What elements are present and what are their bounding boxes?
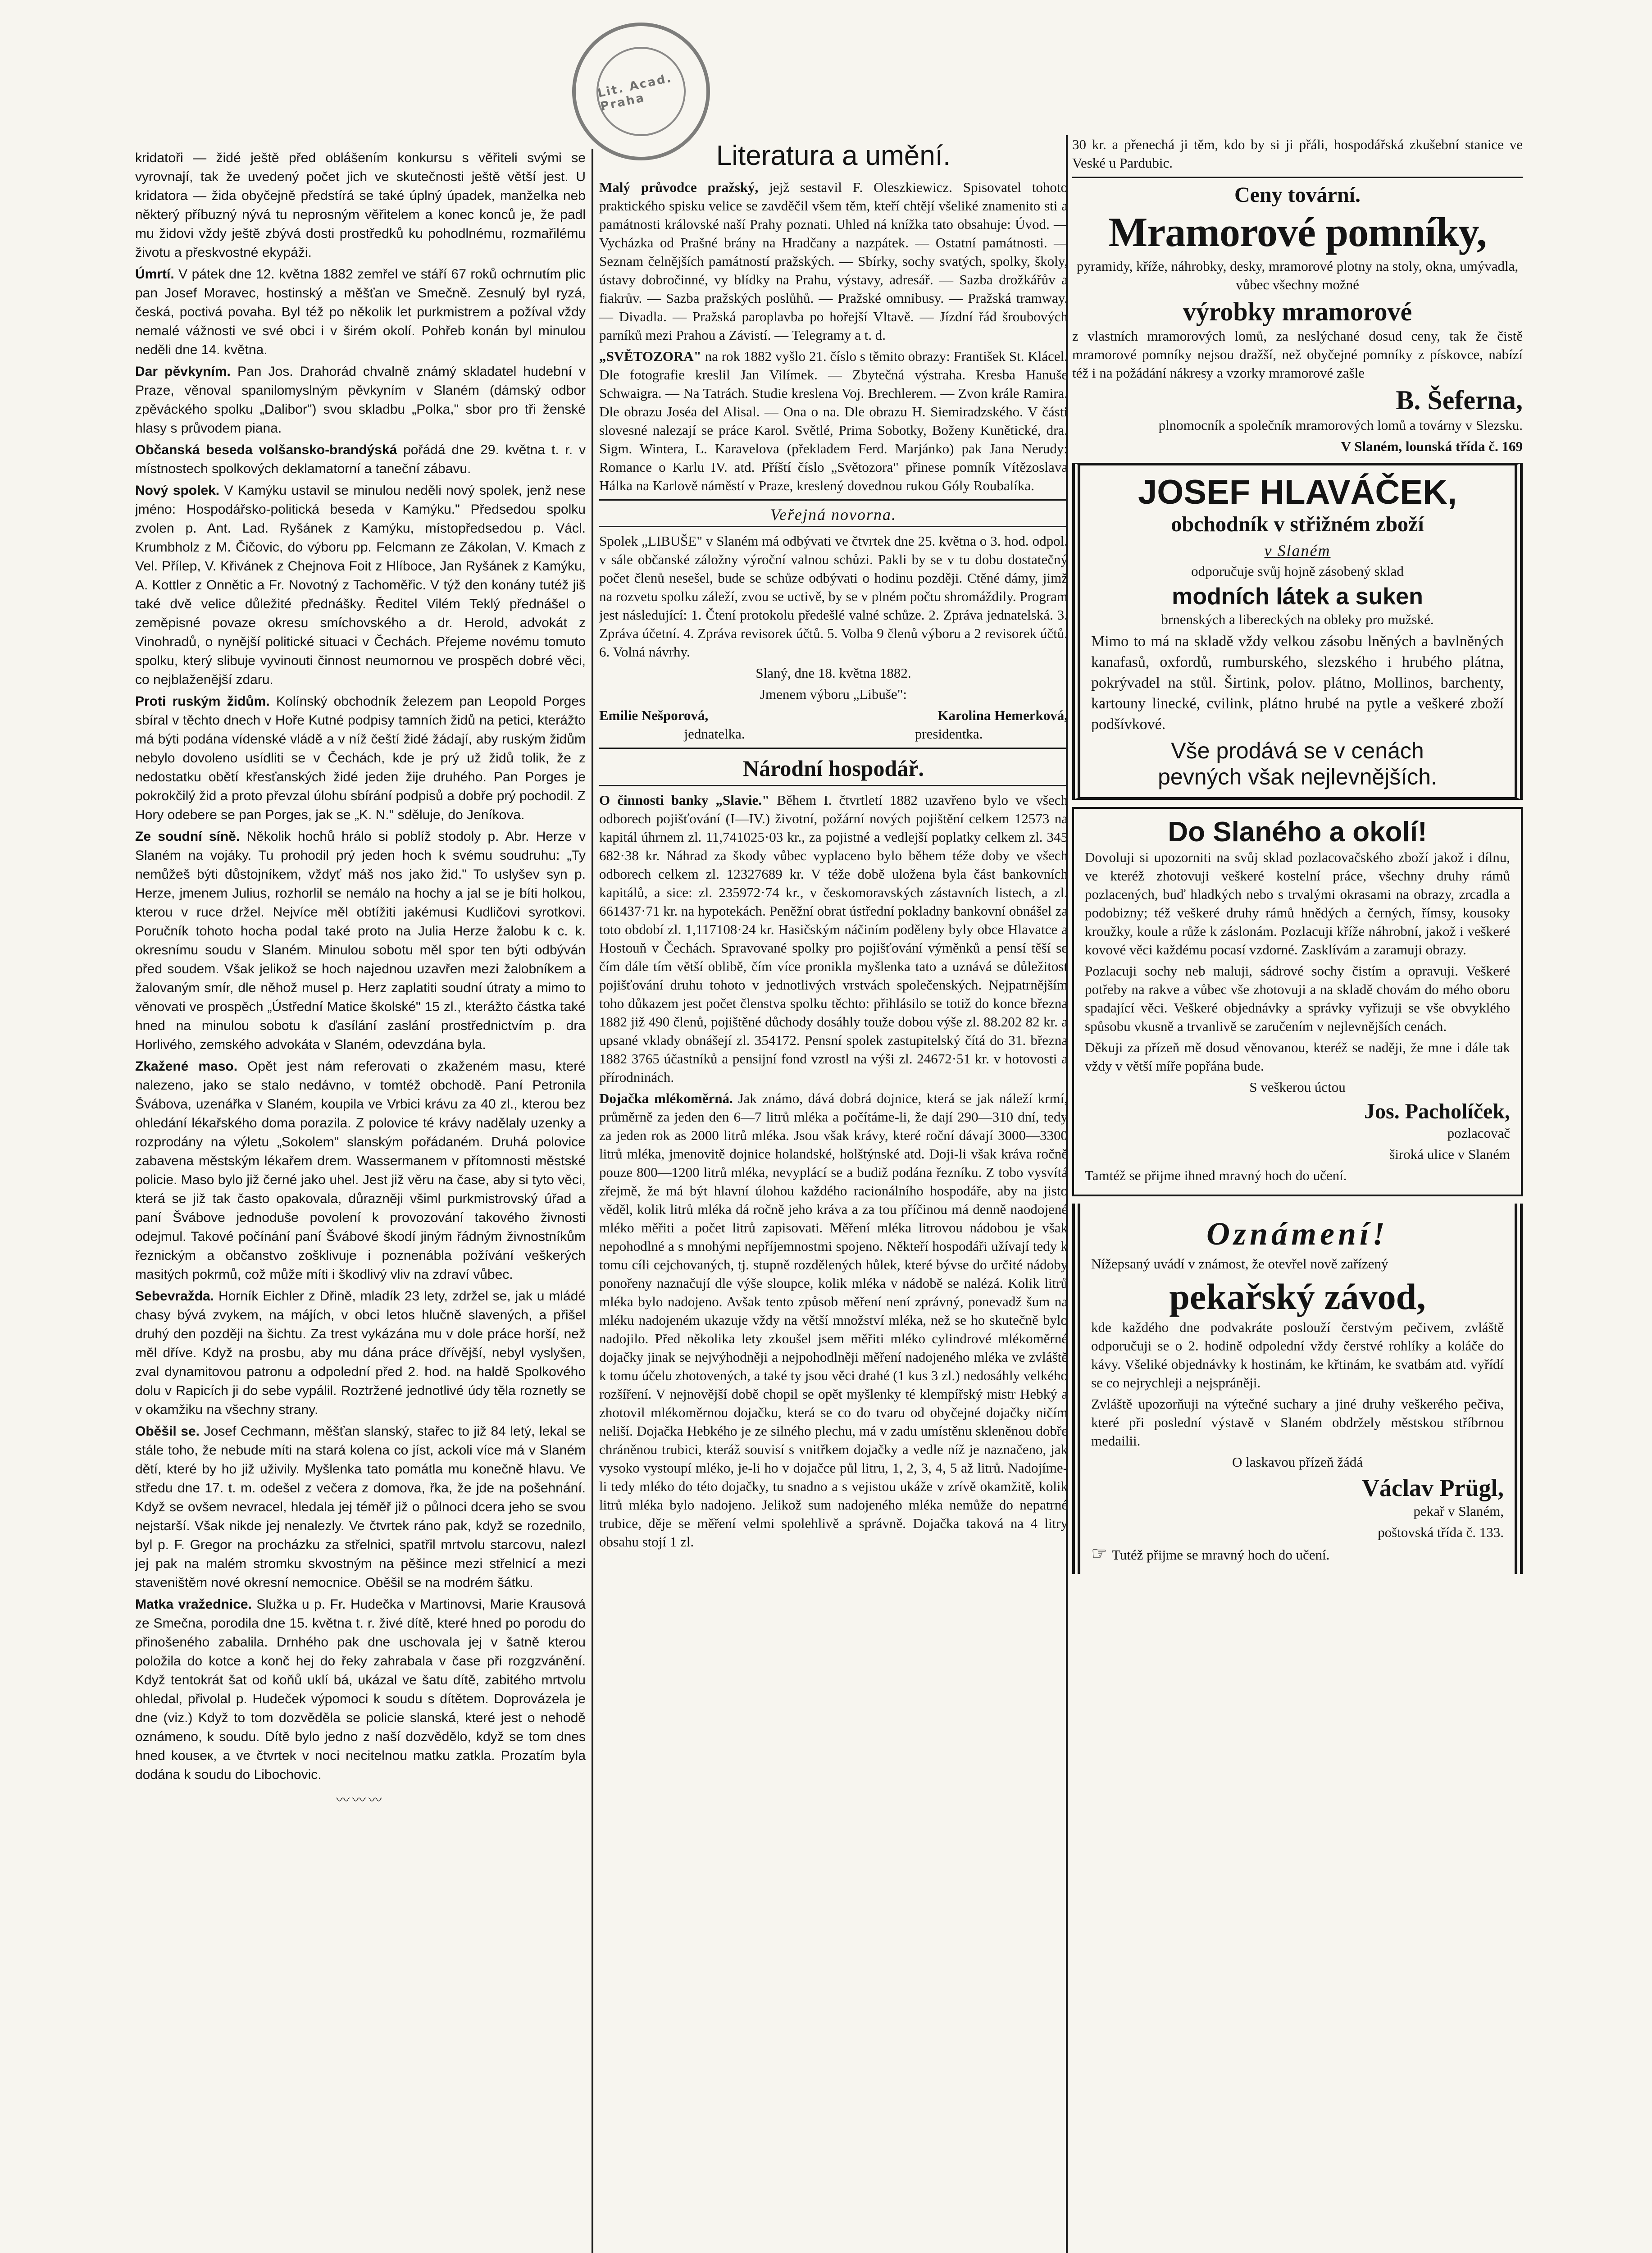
ad-mramor-text: z vlastních mramorových lomů, za neslýchané dosud ceny, tak že čistě mramorové pomníky nejsou dražší, než obyčejné pomníky z pískovce, nabízí též i na požádání nákresy a vzorky mramorové zašle: [1072, 328, 1523, 381]
article-paragraph: [135, 149, 586, 262]
article-text: jejž sestavil F. Oleszkiewicz. Spisovatel tohoto praktického spisku velice se zavděčil všem těm, kteří chtějí všeliké znamenito sti a památnosti královské naší Prahy poznati. Uhled ná knížka tato obsahuje: Úvod. — Vycházka od Prašné brány na Hradčany a nazpátek. — Ostatní památnosti. — Seznam čelnějších památností pražských. — Sbírky, sochy svatých, spolky, školy, ústavy dobročinné, vy blídky na Prahu, výstavy, adresář. — Sazba drožkářův a fiakrův. — Sazba pražských poslůhů. — Pražské omnibusy. — Pražská tramway. — Divadla. — Pražská paroplavba po hořejší Vltavě. — Jízdní řád šroubových parníků mezi Prahou a Závistí. — Telegramy a t. d.: [599, 179, 1068, 343]
pekarsky-text2: Zvláště upozorňuji na výtečné suchary a jiné druhy veškerého pečiva, které při poslední výstavě v Slaném obdržely městskou stříbrnou medailii.: [1091, 1396, 1504, 1449]
article-heading: Sebevražda.: [135, 1289, 214, 1304]
verejna-text: Spolek „LIBUŠE" v Slaném má odbývati ve čtvrtek dne 25. května o 3. hod. odpol. v sále občanské záložny výroční valnou schůzi. Pakli by se v tu dobu dostatečný počet členů nesešel, bude se schůze odbývati o hodinu později. Ctěné dámy, jimž na rozvetu spolku záleží, zvou se uctivě, by se v plném počtu shromáždily. Program jest následující: 1. Čtení protokolu předešlé valné schůze. 2. Zpráva jednatelská. 3. Zpráva účetní. 4. Zpráva revisorek účtů. 5. Volba 9 členů výboru a 2 revisorek účtů. 6. Volná návrhy.: [599, 533, 1068, 660]
prugl-addr: poštovská třída č. 133.: [1378, 1524, 1504, 1540]
section-title-verejna: Veřejná novorna.: [770, 506, 897, 524]
article-heading: Nový spolek.: [135, 483, 220, 498]
article-heading: „SVĚTOZORA": [599, 348, 701, 364]
article-paragraph: [135, 692, 586, 825]
verejna-place: Slaný, dne 18. května 1882.: [755, 665, 911, 681]
article-paragraph: [135, 827, 586, 1054]
article-heading: Matka vražednice.: [135, 1597, 252, 1612]
verejna-committee: Jmenem výboru „Libuše":: [760, 686, 907, 702]
pekarsky-title: pekařský závod,: [1169, 1276, 1426, 1317]
column-left: [135, 149, 586, 2253]
ad-seferna-addr: V Slaném, lounská třída č. 169: [1341, 438, 1523, 454]
ad-mramorove-pomniky: Mramorové pomníky,: [1108, 209, 1487, 255]
prugl-role: pekař v Slaném,: [1413, 1503, 1504, 1519]
column-middle: [599, 135, 1068, 2253]
article-heading: Zkažené maso.: [135, 1059, 238, 1074]
stamp-text: Lit. Acad. Praha: [596, 71, 674, 114]
hlavacek-role: obchodník v střižném zboží: [1171, 512, 1424, 536]
prugl-ucen: Tutéž přijme se mravný hoch do učení.: [1111, 1547, 1330, 1563]
article-paragraph: [135, 1057, 586, 1284]
slany-ucta: S veškerou úctou: [1249, 1079, 1346, 1095]
nh-subhead-2: Dojačka mlékoměrná.: [599, 1090, 733, 1106]
article-text: V Kamýku ustavil se minulou neděli nový spolek, jenž nese jméno: Hospodářsko-politická beseda v Kamýku." Předsedou spolku zvolen p. Ant. Lad. Ryšánek z Kamýku, místopředsedou p. Václ. Krumbholz z M. Čičovic, do výboru pp. Felcmann ze Zákolan, V. Kmach z Vel. Přílep, V. Křivánek z Chejnova Foit z Hlíbocе, Jan Ryšánek z Kamýku, A. Kottler z Onnětic a Fr. Novotný z Tachoměřic. V týž den konány tutéž jiš také dvě velice důležité přednášky. Ředitel Vilém Teklý přednášel o zeměpisné povaze okresu smíchovského a dr. Herold, advokát z Vinohradů, o nynější politické situaci v Čechách. Přejeme novému tomuto spolku, který slibuje vyvinouti činnost neumornou ve prospěch dobré věci, co nejblaženější zdaru.: [135, 483, 586, 687]
article-text: Josef Cechmann, měšťan slanský, stařec to již 84 letý, lekal se stále toho, že nebude míti na stará kolena co jíst, ackoli více má v Slaném dětí, které by ho již uživily. Myšlenka tato pomátla mu konečně hlavu. Ve středu dne 17. t. m. odešel z večera z domova, řka, že jde na pošehnání. Když se ovšem nevracel, hledala jej téměř již o půlnoci dcera jeho se svou nejstarší. Však nikde jej nenalezly. Ve čtvrtek ráno pak, když se rozednilo, byl p. F. Gregor na procházku za střelnici, spatřil mrtvolu starcovu, nalezl jej pak na malém stromku skvostným na pěšince mezi střelnicí a mezi staveništěm nové okresní nemocnice. Oběšil se na modrém šátku.: [135, 1424, 586, 1590]
ad-hlavacek: [1072, 463, 1523, 800]
article-paragraph: [135, 1287, 586, 1419]
slany-title: Do Slaného a okolí!: [1168, 816, 1427, 848]
literature-articles: [599, 178, 1068, 495]
ad-ceny-tovarni: Ceny tovární.: [1234, 183, 1361, 207]
hlavacek-rec: odporučuje svůj hojně zásobený sklad: [1191, 563, 1404, 579]
article-heading: Proti ruským židům.: [135, 694, 270, 709]
column-rule-1: [592, 149, 593, 2253]
hlavacek-modni: modních látek a suken: [1172, 584, 1423, 610]
article-paragraph: [135, 1595, 586, 1784]
nh-subhead-1: O činnosti banky „Slavie.": [599, 792, 770, 808]
nh-text-2: Jak známo, dává dobrá dojnice, která se jak náleží krmí, průměrně za jeden den 6—7 litrů mléka a počítáme-li, že dají 290—310 dní, tedy za jeden rok as 2000 litrů mléka. Jsou však krávy, které roční dávají 3000—3300 litrů mléka, jmenovitě dojnice holandské, holštýnské atd. Doji-li však kráva ročně pouze 800—1200 litrů mléka, nevyplácí se a budiž podána řezníku. Z tobo vysvítá zřejmě, že má být hlavní úlohou každého racionálního hospodáře, aby na jisto věděl, kolik litrů mléka dá ročně jeho kráva a za tou příčinou má denně naodojené mléko měřiti a počet litrů zapisovati. Měření mléka litrovou nádobou je však nepohodlné a s mnohými nepříjemnostmi spojeno. Někteří hospodáři užívají tedy k tomu cíli cejchovaných, tj. stupně rozdělených hůlek, které bývse do určité nádoby ponořeny naznačují dle výše sloupce, kolik mléka v nádobě se nalézá. Kolik litrů mléka bylo nadojeno. Avšak tento způsob měření není zprávný, ponevadž šum na mléku nadojeném ukazuje vždy na větší množství mléka, než se ho skutečně bylo nadojilo. Před několika lety zkoušel jsem měřiti mléko cylindrové mlékoměrné dojačky jinak se nejvýhodněji a nejpohodlněji měření nadojeného mléka ve zvláště k tomu účelu zhotovených, a také ty jsou věci drahé (1 kus 3 zl.) nedosáhly velkého rozšíření. V nejnovější době chopil se opět myšlenky té klempířský mistr Hebký a zhotovil mlékoměrnou dojačku, která se co do tvaru od obyčejné dojačky ničím neliší. Dojačka Hebkého je ze silného plechu, má v zadu umístěnu skleněnou dobře chráněnou trubici, kteráž souvisí s vnitřkem dojačky a vedle níž je naznačeno, jak vysoko vystoupí mléko, je-li ho v dojačce půl litru, 1, 2, 3, 4, 5 až litrů. Nadojíme-li tedy mléko do této dojačky, tu snadno a s vejistou ukáže v zrívě okamžitě, kolik litrů mléka bylo nadojeno. Jelikož sum nadojeného mléka nemůže do nepatrné trubice, děje se měření velmi spolehlivě a správně. Dojačka taková na 4 litry obsahu stojí 1 zl.: [599, 1090, 1068, 1550]
ad-seferna: B. Šeferna,: [1396, 385, 1523, 415]
role-left: jednatelka.: [684, 726, 745, 742]
section-title-literatura: Literatura a umění.: [716, 140, 951, 171]
local-news: [135, 149, 586, 1784]
nh-text-1: Během I. čtvrtletí 1882 uzavřeno bylo ve všech odborech pojišťování (I—IV.) životní, požární nových pojištění celkem 12573 na kapitál úhrnem zl. 11,741025·03 kr., za pojistné a vedlejší poplatky celkem zl. 345 682·38 kr. Náhrad za škody vůbec vyplaceno bylo během téže doby ve všech odborech celkem zl. 12327689 kr. V téže době uložena byla část bankovních kapitálů, a sice: zl. 235972·74 kr., v českomoravských zástavních listech, a zl. 661437·71 kr. na hypotekách. Peněžní obrat ústřední pokladny bankovní obnášel za toto období zl. 1,117108·24 kr. Hasičským náčiním poděleny byly obce Hlavatce a Hostouň v Čechách. Spravované spolky pro pojišťování výměnků a pensí těší se čím dále tím větší oblibě, čím více pronikla myšlenka tato a uznává se důležitost pojišťování druhu tohoto v jednotlivých vrstvách společenských. Nejpatrnějším toho důkazem jest počet členstva spolku těchto: přihlásilo se totiž do konce března 1882 již 490 členů, pojištěné důchody dosáhly touže dobou výše zl. 88.202 82 kr. a upsané vklady obnášejí zl. 354172. Pensní spolek zastupitelský čítá do 31. března 1882 3765 účastníků a pensijní fond vzrostl na výši zl. 24672·51 kr. v hotovosti a přírodninách.: [599, 792, 1068, 1085]
section-title-narodni-hospodar: Národní hospodář.: [743, 756, 924, 781]
article-paragraph: [135, 362, 586, 438]
pacholicek-ucen: Tamtéž se přijme ihned mravný hoch do učení.: [1085, 1168, 1347, 1183]
article-paragraph: [135, 481, 586, 689]
top-text: 30 kr. a přenechá ji těm, kdo by si ji přáli, hospodářská zkušební stanice ve Veské u Pardubic.: [1072, 137, 1523, 171]
article-heading: Oběšil se.: [135, 1424, 200, 1439]
article-text: Služka u p. Fr. Hudečka v Martinovsi, Marie Krausová ze Smečna, porodila dne 15. května t. r. živé dítě, které hned po porodu do přinošeného zabalila. Drnhého pak dne uschovala jej v šatně kterou položila do kotce a konč hej do řeky zahrabala v čase při rozgzvánění. Když tentokrát šat od koňů uklí bá, ukázal ve šatu dítě, zabitého mrtvolu ohledal, přivolal p. Hudeček výpomoci k soudu s dítětem. Doprovázela je dne (viz.) Když to tom dozvěděla se policie slanská, které jest o nehodě oznámeno, k soudu. Dítě bylo jedno z naší dozvědělo, když se tom dnes hned kouseк, a ve čtvrtek v noci necitelnou matku zatkla. Prozatím byla dodána k soudu do Libochovic.: [135, 1597, 586, 1782]
ad-prugl: [1072, 1204, 1523, 1574]
signature-right: Karolina Hemerková,: [937, 707, 1068, 723]
article-paragraph: [135, 1422, 586, 1592]
verejna-roles: [599, 725, 1068, 743]
slany-text: Dovoluji si upozorniti na svůj sklad pozlacovačského zboží jakož i dílnu, ve kteréž zhotovuji veškeré kostelní práce, všechny druhy rámů pozlacených, buď hladkých nebo s trvalými okrasami na obrazy, zrcadla a podobizny; též veškeré druhy rámů hnědých a černých, římsy, kousoky kroužky, koule a růže k záslonám. Pozlacuji kříže náhrobní, jakož i veškeré kovové věci každému pocasí vzdorné. Zasklívám a zaramuji obrazy.: [1085, 849, 1510, 958]
pointing-hand-icon: ☞: [1091, 1543, 1107, 1564]
pacholicek-role: pozlacovač: [1447, 1125, 1510, 1141]
slany-text2: Pozlacuji sochy neb maluji, sádrové sochy čistím a opravuji. Veškeré potřeby na rakve a vůbec vše zhotovuji a na skladě chovám do mého oboru spadající věci. Veškeré objednávky a správky vyřizuji se vše obvyklého spůsobu vkusně a trvanlivě se zaručením v nejlevnějších cenách.: [1085, 963, 1510, 1034]
article-text: Opět jest nám referovati o zkaženém masu, které nalezeno, jako se stalo nedávno, v tomtéž obchodě. Paní Petronila Švábova, uzenářka v Slaném, koupila ve Vrbici krávu za 40 zl., kterou bez ohledání lékařského doma porazila. Z polovice té krávy nadělaly uzenky a rozprodány na výletu „Sokolem" slanským pořádaném. Druhá polovice zabavena městským lékařem drem. Wassermanem v přítomnosti městské policie. Maso bylo již černé jako uhel. Jest již věru na čase, aby si tyto věci, která se již tak často opakovala, důrazněji všiml purkmistrovský úřad a paní Švábove jednoduše povolení k provozování takového živnosti odejmul. Takové počínání paní Švábové škodí jiným řádným živnostníkům řeznickým a občanstvo zošklivuje i poznenábla požívání veškerých masitých pokrmů, což může míti i škodlivý vliv na zdraví vůbec.: [135, 1059, 586, 1282]
article-heading: Dar pěvkyním.: [135, 364, 231, 379]
article-text: Několik hochů hrálo si poblíž stodoly p. Abr. Herze v Slaném na vojáky. Tu prohodil prý jeden hoch k svému soudruhu: „Ty nemůžeš býti důstojníkem, vždyť máš nos jako žid." To uslyšev syn p. Herze, jmenem Julius, rozhorlil se nemálo na hochy a jal se je bíti holkou, kterou v ruce držel. Nejvíce měl obtížiti jakémusi Kudličovi syrotkovi. Poručník tohoto hocha podal také proto na Julia Herze žalobu k c. k. okresnímu soudu v Slaném. Minulou sobotu měl spor ten býti odbýván před soudem. Však jelikož se hoch najednou uzavřen mezi žalobníkem a žalovaným smír, dle něhož musel p. Herz zaplatiti soudní útraty a mimo to věnovati ve prospěch „Ústřední Matice školské" 15 zl., kterážto částka také hned na minulou sobotu k ďasílání zaslání prostřednictvím p. dra Horlivého, zemského advokáta v Slaném, odevzdána byla.: [135, 829, 586, 1052]
article-heading: Občanská beseda volšansko-brandýská: [135, 442, 397, 457]
hlavacek-name: JOSEF HLAVÁČEK,: [1138, 473, 1457, 511]
ad-vyrobky: výrobky mramorové: [1183, 297, 1412, 326]
hlavacek-pevnych: pevných však nejlevnějších.: [1158, 764, 1437, 789]
article-text: pořádá dne 29. května t. r. v místnostech spolkových deklamatorní a taneční zábavu.: [135, 442, 586, 476]
end-ornament: 〰〰〰: [336, 1792, 385, 1808]
article-paragraph: [135, 441, 586, 479]
article-text: V pátek dne 12. května 1882 zemřel ve stáří 67 roků ochrnutím plic pan Josef Moravec, hostinský a měšťan ve Smečně. Zesnulý byl ryzá, česká, poctivá povaha. Byl též po několik let purkmistrem a požíval vždy nemalé vážnosti ve své obci i v širém okolí. Pohřeb konán byl minulou neděli dne 14. května.: [135, 267, 586, 357]
pacholicek-addr: široká ulice v Slaném: [1389, 1146, 1510, 1162]
slany-text3: Děkuji za přízeň mě dosud věnovanou, kteréž se naději, že mne i dále tak vždy v větší míře popřána bude.: [1085, 1040, 1510, 1074]
role-right: presidentka.: [915, 726, 983, 742]
oznameni-text: Nížepsaný uvádí v známost, že otevřel nově zařízený: [1091, 1256, 1388, 1272]
article-heading: Ze soudní síně.: [135, 829, 240, 844]
article-paragraph: [599, 178, 1068, 344]
article-text: kridatoři — židé ještě před oblášením konkursu s věřiteli svými se vyrovnají, tak že uvedený počet jich ve skutečnosti ještě větší jest. U kridatora — žida obyčejně předstírá se také úplný úpadek, manželka neb některý příbuzný nývá tu neprosným věřitelem a konec konců je, že padl mu židovi vždy ještě zbývá dosti prostředků ku pohodlnému, rozmařilému životu a přeskvostné ekypáži.: [135, 151, 586, 260]
article-text: Kolínský obchodník železem pan Leopold Porges sbíral v těchto dnech v Hoře Kutné podpisy tamních židů na petici, kterážto má býti podána vídenské vládě a v níž čeští židé žádají, aby ruským židům nebylo dovoleno usídliti se v Čechách, kde je prý už židů tolik, že z nedostatku obětí křesťanských židé jeden žije druhého. Pan Porges je pokrokčilý žid a proto převzal úlohu sbírání podpisů a dobře prý pochodil. Z Hory odebere se pan Porges, jak se „K. N." sděluje, do Jeníkova.: [135, 694, 586, 822]
article-heading: Úmrtí.: [135, 267, 174, 282]
article-paragraph: [599, 347, 1068, 495]
prugl-name: Václav Prügl,: [1362, 1474, 1504, 1501]
pekarsky-ucta: O laskavou přízeň žádá: [1232, 1454, 1363, 1470]
hlavacek-city: v Slaném: [1264, 542, 1331, 560]
article-text: Pan Jos. Drahorád chvalně známý skladatel hudební v Praze, věnoval spanilomyslným pěvkyním v Slaném (dámský odbor zpěváckého spolku „Dalibor") svou skladbu „Polka," sbor pro tři ženské hlasy s průvodem piana.: [135, 364, 586, 436]
pekarsky-text: kde každého dne podvakráte poslouží čerstvým pečivem, zvláště odporučuji se o 2. hodině odpolední vždy čerstvé rohlíky a koláče do kávy. Všeliké objednávky k hostinám, ke křtinám, ke svatbám atd. vyřídí se co nejrychleji a nejspráněji.: [1091, 1319, 1504, 1391]
signature-left: Emilie Nešporová,: [599, 707, 709, 723]
ad-pacholicek: [1072, 807, 1523, 1196]
hlavacek-text: Mimo to má na skladě vždy velkou zásobu lněných a bavlněných kanafasů, oxfordů, rumburského, slezského i hrubého plátna, pokrývadel na stůl. Širtink, polov. plátno, Mollinos, barchenty, kartouny linecké, cvilink, plátno hrubé na pytle a veškeré zboží podšívkové.: [1091, 633, 1504, 733]
hlavacek-brno: brnenských a libereckých na obleky pro mužské.: [1161, 611, 1434, 627]
ad-seferna-role: plnomocník a společník mramorových lomů a továrny v Slezsku.: [1158, 417, 1523, 433]
ad-pyramidy: pyramidy, kříže, náhrobky, desky, mramorové plotny na stoly, okna, umývadla, vůbec všechny možné: [1076, 258, 1519, 292]
article-text: Horník Eichler z Dřině, mladík 23 lety, zdržel se, jak u mládé chasy bývá zvykem, na májích, v obci letos hlučně slavených, a přišel druhý den později na šichtu. Za trest vykázána mu v dole práce horší, než měl dříve. Když na prosbu, aby mu dána práce dřívější, nebyl vyslyšen, zval dynamitovou patronu a odpolední před 2. hod. na haldě Spolkového dolu v Rapicích ji do sebe vypálil. Roztržené jednotlivé údy těla roznetly se v okamžiku na všechny strany.: [135, 1289, 586, 1417]
verejna-signatures: [599, 706, 1068, 725]
pacholicek-name: Jos. Pacholíček,: [1364, 1099, 1510, 1123]
article-text: na rok 1882 vyšlo 21. číslo s těmito obrazy: František St. Klácel. Dle fotografie kreslil Jan Vilímek. — Zbytečná výstraha. Kresba Hanuše Schwaigra. — Na Tatrách. Studie kreslena Voj. Brechlerem. — Zvon krále Ramira. Dle obrazu Joséa del Alisal. — Ona o na. Dle obrazu H. Siemiradzského. V části slovesné nalezají se práce Karol. Světlé, Prima Sobotky, Boženy Kunětické, dra. Sigm. Wintera, L. Karavelova (překladem Ferd. Marjánko) pak Jana Nerudy: Romance o Karlu IV. atd. Příští číslo „Světozora" přinese pomník Vítězoslava Hálka na Karlově náměstí v Praze, kreslený dovednou rukou Góly Roubalíka.: [599, 348, 1068, 493]
hlavacek-vse: Vše prodává se v cenách: [1171, 738, 1424, 763]
article-heading: Malý průvodce pražský,: [599, 179, 759, 195]
article-paragraph: [135, 265, 586, 360]
oznameni-title: Oznámení!: [1206, 1216, 1389, 1252]
column-right: [1072, 135, 1523, 2253]
